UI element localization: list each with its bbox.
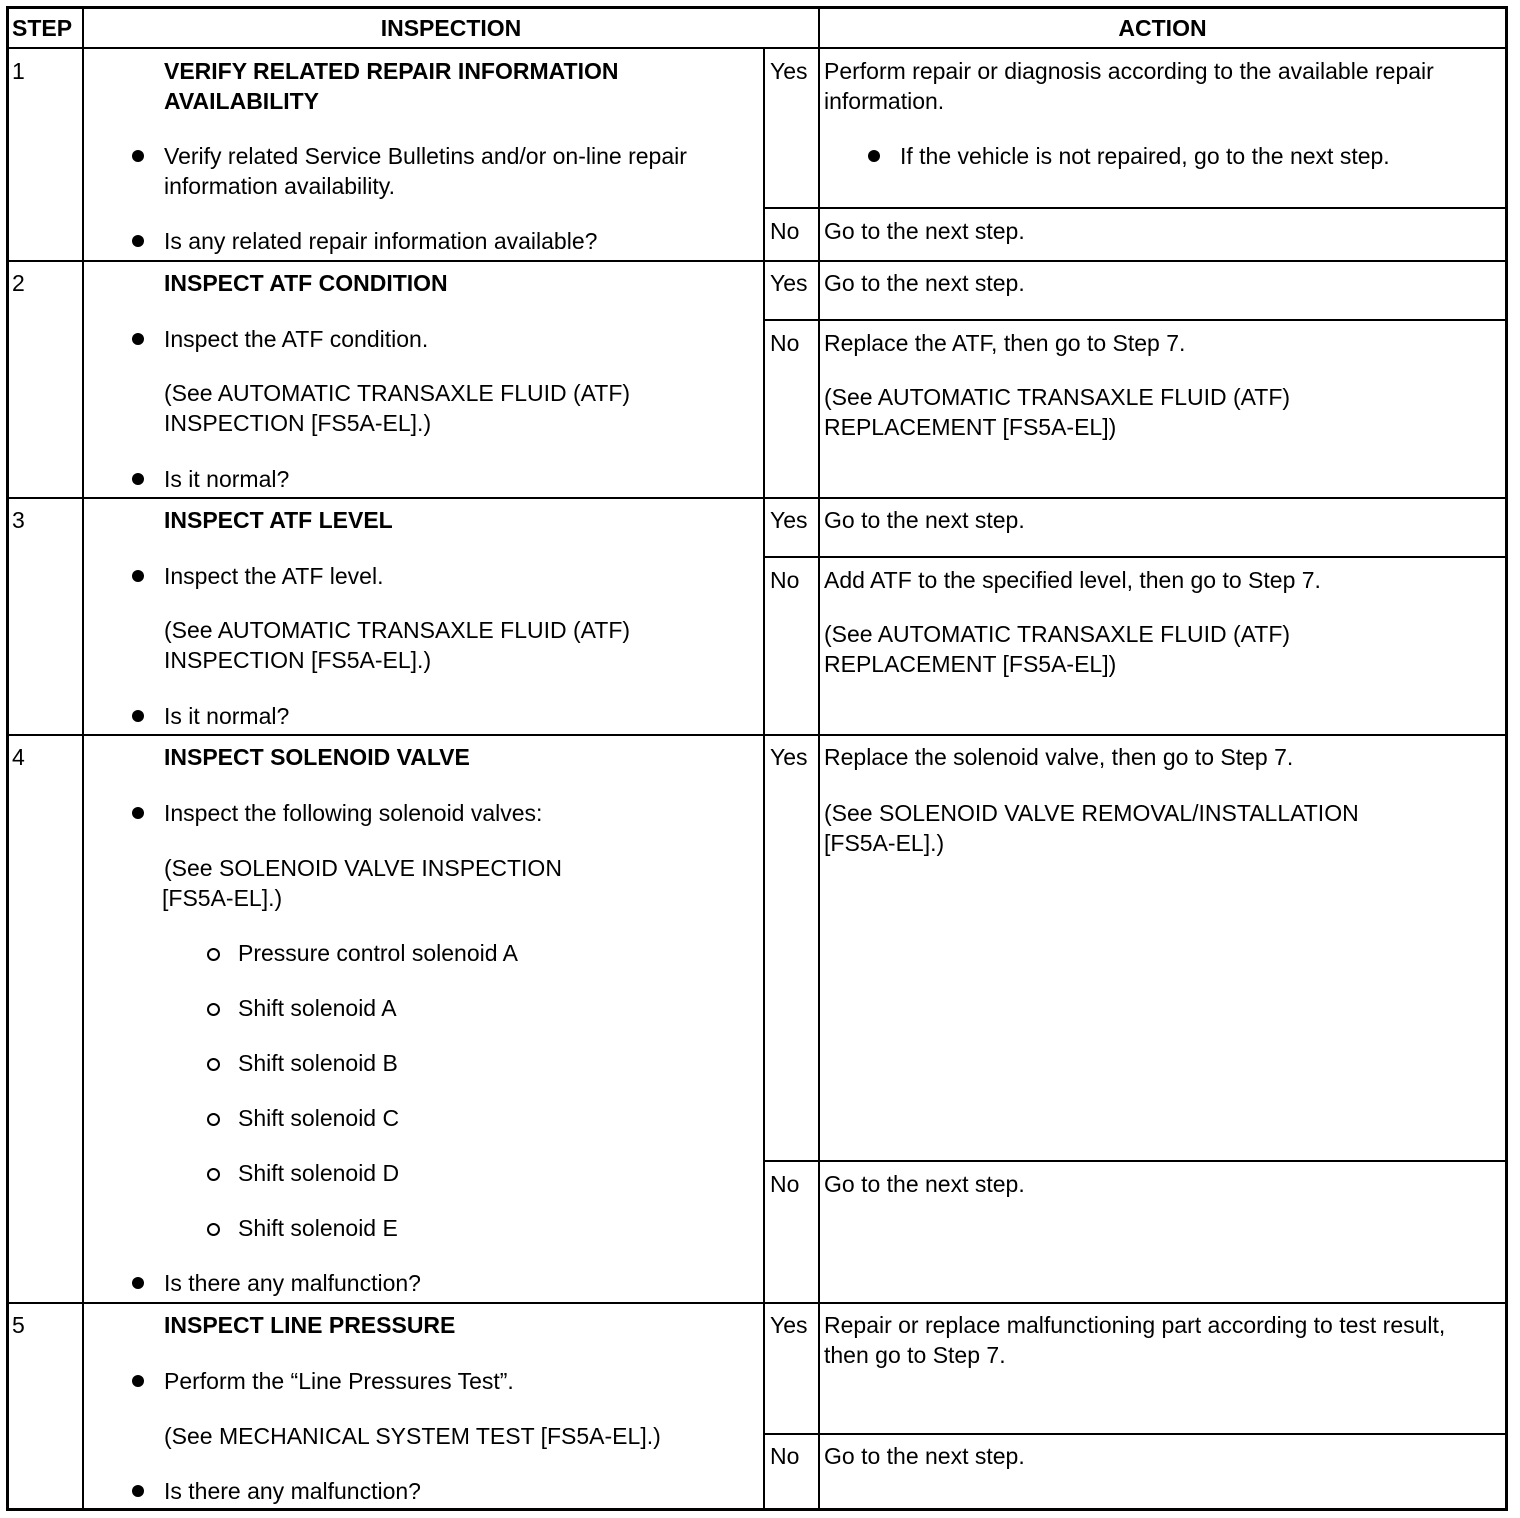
row-divider-4 [6, 1302, 1508, 1304]
no-label: No [770, 567, 800, 593]
solenoid-item: Shift solenoid C [238, 1105, 400, 1131]
inspection-reference: (See AUTOMATIC TRANSAXLE FLUID (ATF) [164, 617, 631, 643]
inspection-text: Inspect the ATF level. [164, 563, 384, 589]
inspection-question: Is it normal? [164, 703, 290, 729]
no-action: Replace the ATF, then go to Step 7. [824, 330, 1186, 356]
inspection-text: Perform the “Line Pressures Test”. [164, 1368, 514, 1394]
no-label: No [770, 330, 800, 356]
header-divider [6, 47, 1508, 49]
inspection-text: information availability. [164, 173, 395, 199]
no-label: No [770, 1171, 800, 1197]
no-action-reference: (See AUTOMATIC TRANSAXLE FLUID (ATF) [824, 621, 1291, 647]
bullet-icon [868, 150, 880, 162]
table-border-right [1505, 6, 1508, 1511]
row-divider-3 [6, 734, 1508, 736]
yes-no-divider-1 [763, 207, 1508, 209]
inspection-reference: INSPECTION [FS5A-EL].) [164, 410, 432, 436]
step-title: AVAILABILITY [164, 88, 320, 114]
step-title: INSPECT SOLENOID VALVE [164, 744, 470, 770]
no-label: No [770, 1443, 800, 1469]
inspection-text: Inspect the ATF condition. [164, 326, 429, 352]
bullet-icon [132, 150, 144, 162]
yes-no-divider-4 [763, 1160, 1508, 1162]
solenoid-item: Shift solenoid B [238, 1050, 398, 1076]
yes-action-reference: (See SOLENOID VALVE REMOVAL/INSTALLATION [824, 800, 1359, 826]
yes-action: then go to Step 7. [824, 1342, 1006, 1368]
bullet-icon [132, 710, 144, 722]
no-action-reference: REPLACEMENT [FS5A-EL]) [824, 414, 1117, 440]
no-action: Go to the next step. [824, 1443, 1025, 1469]
table-border-left [6, 6, 9, 1511]
step-number: 5 [12, 1312, 25, 1338]
step-number: 4 [12, 744, 25, 770]
header-step: STEP [12, 15, 73, 41]
yes-action: Replace the solenoid valve, then go to Step 7. [824, 744, 1294, 770]
yes-action: Go to the next step. [824, 270, 1025, 296]
inspection-question: Is there any malfunction? [164, 1270, 421, 1296]
no-action: Go to the next step. [824, 218, 1025, 244]
inspection-reference: (See MECHANICAL SYSTEM TEST [FS5A-EL].) [164, 1423, 661, 1449]
table-border-bottom [6, 1508, 1508, 1511]
bullet-icon [132, 1375, 144, 1387]
column-divider-step [82, 6, 84, 1511]
yes-action-reference: [FS5A-EL].) [824, 830, 945, 856]
sub-bullet-icon [207, 1003, 220, 1016]
step-title: INSPECT LINE PRESSURE [164, 1312, 456, 1338]
yes-no-divider-2 [763, 319, 1508, 321]
bullet-icon [132, 807, 144, 819]
step-title: VERIFY RELATED REPAIR INFORMATION [164, 58, 619, 84]
yes-action: Go to the next step. [824, 507, 1025, 533]
bullet-icon [132, 235, 144, 247]
header-inspection: INSPECTION [380, 15, 522, 41]
no-action: Go to the next step. [824, 1171, 1025, 1197]
step-number: 1 [12, 58, 25, 84]
bullet-icon [132, 1277, 144, 1289]
solenoid-item: Shift solenoid E [238, 1215, 398, 1241]
no-label: No [770, 218, 800, 244]
column-divider-action [818, 6, 820, 1511]
solenoid-item: Shift solenoid D [238, 1160, 400, 1186]
bullet-icon [132, 570, 144, 582]
yes-no-divider-5 [763, 1433, 1508, 1435]
no-action-reference: REPLACEMENT [FS5A-EL]) [824, 651, 1117, 677]
yes-action: Perform repair or diagnosis according to the available repair [824, 58, 1434, 84]
yes-label: Yes [770, 507, 808, 533]
step-number: 3 [12, 507, 25, 533]
inspection-text: Verify related Service Bulletins and/or on-line repair [164, 143, 687, 169]
inspection-question: Is there any malfunction? [164, 1478, 421, 1504]
sub-bullet-icon [207, 1058, 220, 1071]
yes-action-bullet: If the vehicle is not repaired, go to the next step. [900, 143, 1390, 169]
yes-action: Repair or replace malfunctioning part according to test result, [824, 1312, 1446, 1338]
inspection-reference: (See AUTOMATIC TRANSAXLE FLUID (ATF) [164, 380, 631, 406]
step-number: 2 [12, 270, 25, 296]
inspection-text: Inspect the following solenoid valves: [164, 800, 543, 826]
no-action-reference: (See AUTOMATIC TRANSAXLE FLUID (ATF) [824, 384, 1291, 410]
yes-label: Yes [770, 1312, 808, 1338]
sub-bullet-icon [207, 1168, 220, 1181]
sub-bullet-icon [207, 1223, 220, 1236]
bullet-icon [132, 473, 144, 485]
sub-bullet-icon [207, 1113, 220, 1126]
header-action: ACTION [1118, 15, 1207, 41]
step-title: INSPECT ATF LEVEL [164, 507, 393, 533]
no-action: Add ATF to the specified level, then go to Step 7. [824, 567, 1321, 593]
yes-action: information. [824, 88, 945, 114]
inspection-reference: [FS5A-EL].) [162, 885, 283, 911]
solenoid-item: Shift solenoid A [238, 995, 397, 1021]
step-title: INSPECT ATF CONDITION [164, 270, 448, 296]
bullet-icon [132, 1485, 144, 1497]
column-divider-result [763, 48, 765, 1511]
inspection-reference: INSPECTION [FS5A-EL].) [164, 647, 432, 673]
inspection-reference: (See SOLENOID VALVE INSPECTION [164, 855, 562, 881]
row-divider-1 [6, 260, 1508, 262]
yes-no-divider-3 [763, 556, 1508, 558]
inspection-question: Is any related repair information available? [164, 228, 598, 254]
inspection-question: Is it normal? [164, 466, 290, 492]
table-border-top [6, 6, 1508, 9]
yes-label: Yes [770, 270, 808, 296]
sub-bullet-icon [207, 948, 220, 961]
yes-label: Yes [770, 58, 808, 84]
solenoid-item: Pressure control solenoid A [238, 940, 518, 966]
yes-label: Yes [770, 744, 808, 770]
bullet-icon [132, 333, 144, 345]
row-divider-2 [6, 497, 1508, 499]
